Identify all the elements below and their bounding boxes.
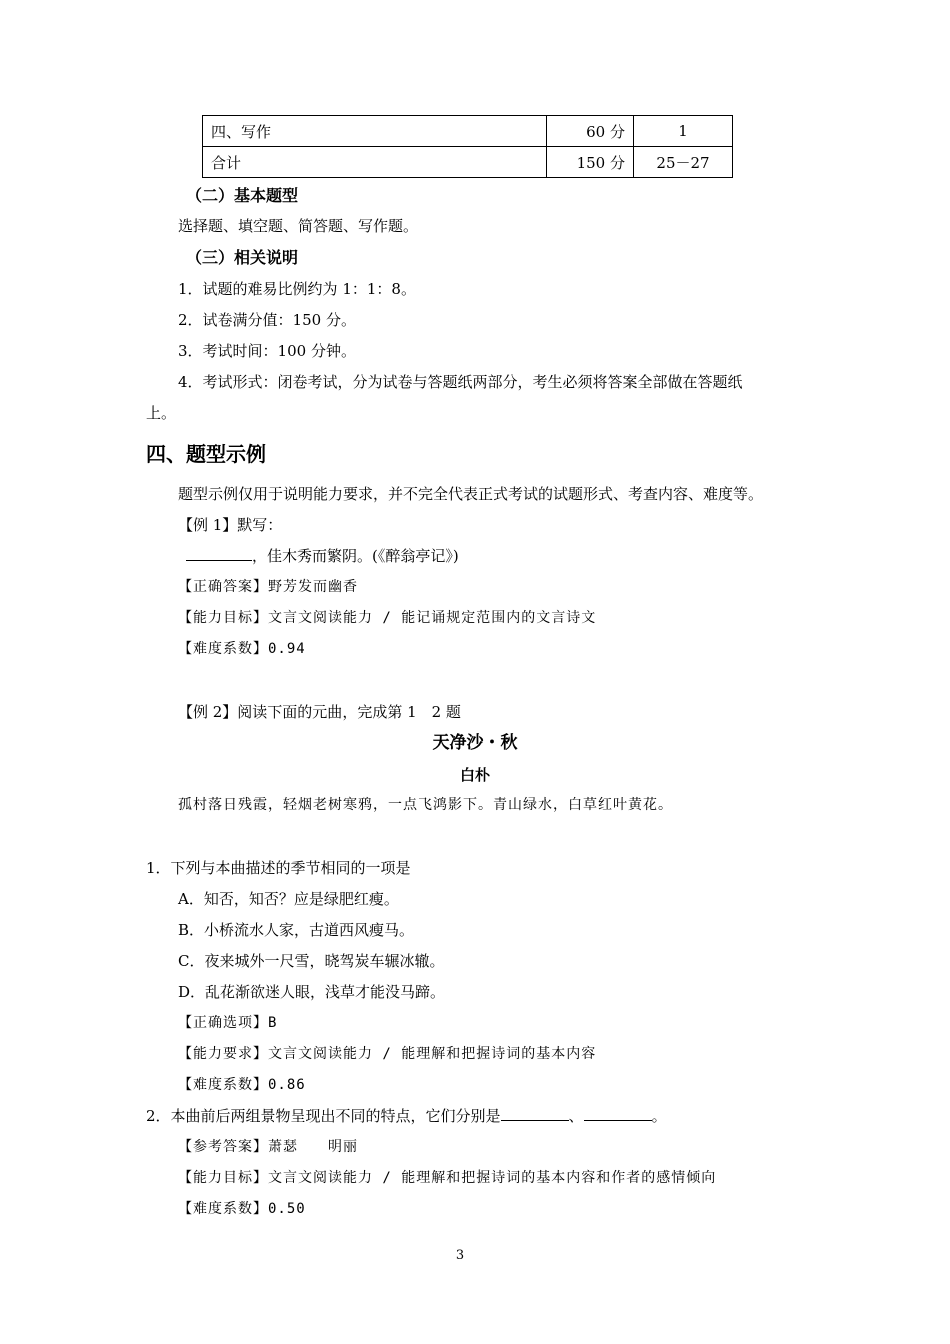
example1-title: 【例 1】默写：	[178, 516, 283, 534]
q1-option-b: B．小桥流水人家，古道西风瘦马。	[178, 921, 415, 939]
table-cell-count: 25－27	[634, 147, 733, 178]
q2-stem: 2．本曲前后两组景物呈现出不同的特点，它们分别是	[146, 1107, 501, 1125]
section3-item: 3．考试时间：100 分钟。	[178, 342, 356, 360]
fill-blank	[501, 1106, 569, 1121]
q2-answer: 【参考答案】萧瑟 明丽	[178, 1139, 358, 1155]
example1-difficulty: 【难度系数】0.94	[178, 641, 306, 657]
example1-question-tail: ，佳木秀而繁阴。(《醉翁亭记》)	[252, 547, 459, 565]
q2-sep: 、	[568, 1107, 584, 1125]
section3-item: 1．试题的难易比例约为 1：1：8。	[178, 280, 416, 298]
poem-title: 天净沙・秋	[432, 733, 518, 753]
example1-question	[186, 546, 459, 566]
q1-stem: 1．下列与本曲描述的季节相同的一项是	[146, 859, 411, 877]
table-cell-name: 合计	[203, 147, 547, 178]
page-number: 3	[455, 1248, 465, 1263]
example1-ability: 【能力目标】文言文阅读能力 / 能记诵规定范围内的文言诗文	[178, 610, 597, 626]
part4-intro: 题型示例仅用于说明能力要求，并不完全代表正式考试的试题形式、考查内容、难度等。	[178, 485, 764, 503]
table-cell-score: 60 分	[547, 116, 634, 147]
part4-heading: 四、题型示例	[146, 442, 266, 466]
fill-blank	[584, 1106, 652, 1121]
score-table	[202, 115, 733, 178]
q1-option-c: C．夜来城外一尺雪，晓驾炭车辗冰辙。	[178, 952, 445, 970]
section2-heading: （二）基本题型	[186, 186, 299, 205]
section2-text: 选择题、填空题、简答题、写作题。	[178, 217, 419, 235]
section3-item: 2．试卷满分值：150 分。	[178, 311, 356, 329]
q1-ability: 【能力要求】文言文阅读能力 / 能理解和把握诗词的基本内容	[178, 1046, 597, 1062]
table-cell-score: 150 分	[547, 147, 634, 178]
q1-option-a: A．知否，知否？应是绿肥红瘦。	[178, 890, 399, 908]
table-cell-count: 1	[634, 116, 733, 147]
poem-text: 孤村落日残霞，轻烟老树寒鸦，一点飞鸿影下。青山绿水，白草红叶黄花。	[178, 797, 673, 813]
q2-difficulty: 【难度系数】0.50	[178, 1201, 306, 1217]
table-row	[203, 147, 733, 178]
q1-difficulty: 【难度系数】0.86	[178, 1077, 306, 1093]
q2-stem-line	[146, 1106, 667, 1126]
q2-ability: 【能力目标】文言文阅读能力 / 能理解和把握诗词的基本内容和作者的感情倾向	[178, 1170, 717, 1186]
table-cell-name: 四、写作	[203, 116, 547, 147]
q1-option-d: D．乱花渐欲迷人眼，浅草才能没马蹄。	[178, 983, 446, 1001]
example1-answer: 【正确答案】野芳发而幽香	[178, 579, 358, 595]
q2-end: 。	[651, 1107, 667, 1125]
table-row	[203, 116, 733, 147]
section3-heading: （三）相关说明	[186, 248, 299, 267]
q1-answer: 【正确选项】B	[178, 1015, 278, 1031]
section3-item: 4．考试形式：闭卷考试，分为试卷与答题纸两部分，考生必须将答案全部做在答题纸	[178, 373, 743, 391]
section3-item: 上。	[146, 404, 177, 422]
fill-blank	[186, 546, 252, 561]
example2-title: 【例 2】阅读下面的元曲，完成第 1 2 题	[178, 703, 461, 721]
poem-author: 白朴	[459, 766, 490, 784]
